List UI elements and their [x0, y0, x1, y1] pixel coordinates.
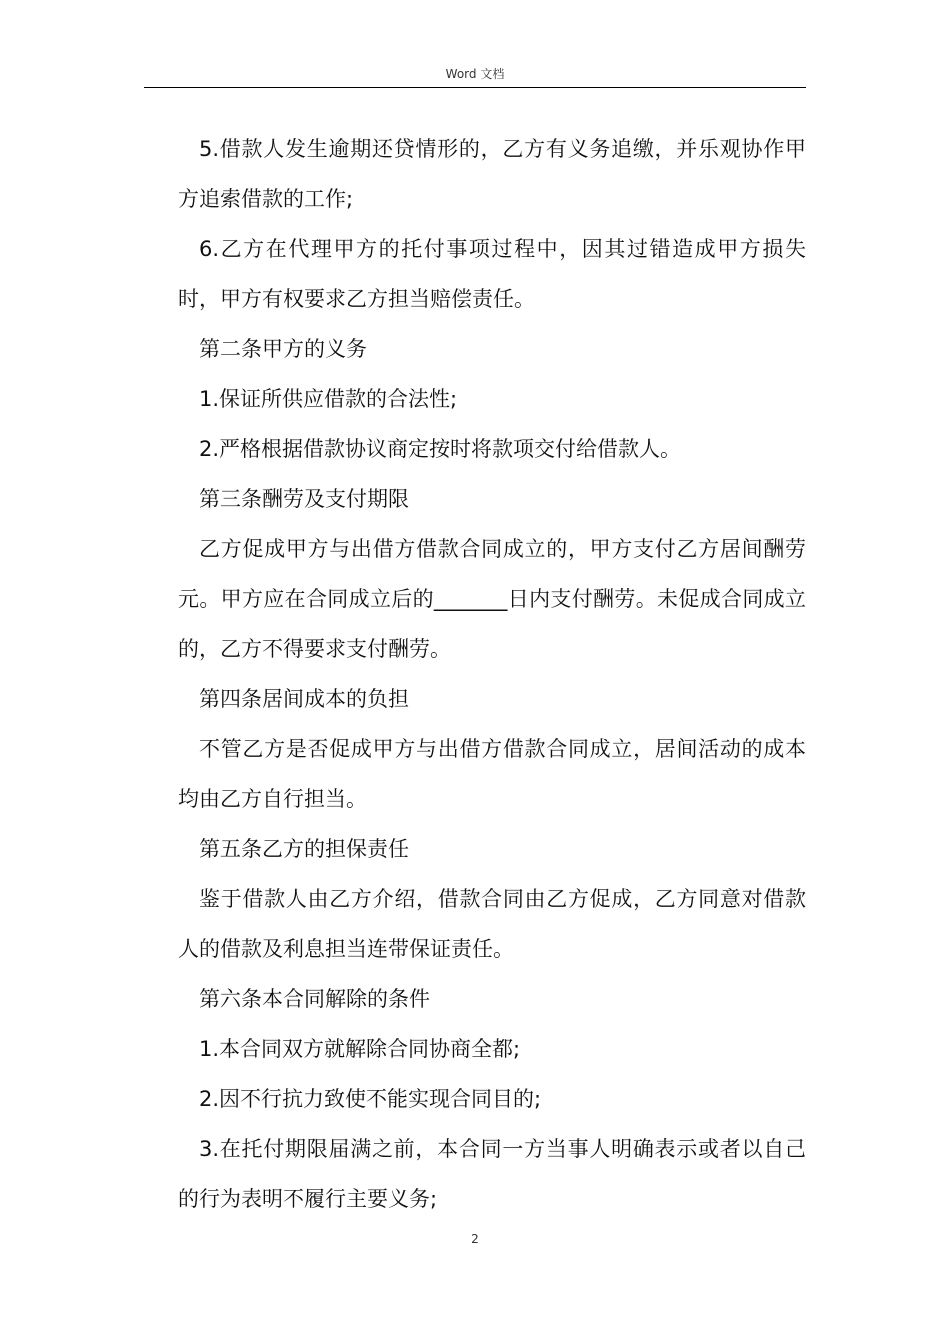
paragraph-article-3-body: 乙方促成甲方与出借方借款合同成立的，甲方支付乙方居间酬劳元。甲方应在合同成立后的_______日内支付酬劳。未促成合同成立的，乙方不得要求支付酬劳。 — [178, 537, 806, 661]
page-number: 2 — [471, 1232, 479, 1246]
section-heading-article-2: 第二条甲方的义务 — [199, 337, 367, 361]
page-header: Word 文档 — [445, 67, 505, 81]
paragraph-article-6-item-1: 1.本合同双方就解除合同协商全都; — [199, 1037, 521, 1061]
section-heading-article-5: 第五条乙方的担保责任 — [199, 837, 409, 861]
paragraph-article-6-item-2: 2.因不行抗力致使不能实现合同目的; — [199, 1087, 542, 1111]
paragraph-article-6-item-3: 3.在托付期限届满之前，本合同一方当事人明确表示或者以自己的行为表明不履行主要义务; — [178, 1137, 806, 1211]
document-body — [178, 124, 806, 1224]
paragraph-article-5-body: 鉴于借款人由乙方介绍，借款合同由乙方促成，乙方同意对借款人的借款及利息担当连带保证责任。 — [178, 887, 806, 961]
paragraph-article-2-item-2: 2.严格根据借款协议商定按时将款项交付给借款人。 — [199, 437, 682, 461]
paragraph-article-2-item-1: 1.保证所供应借款的合法性; — [199, 387, 458, 411]
section-heading-article-3: 第三条酬劳及支付期限 — [199, 487, 409, 511]
paragraph-article-4-body: 不管乙方是否促成甲方与出借方借款合同成立，居间活动的成本均由乙方自行担当。 — [178, 737, 806, 811]
section-heading-article-4: 第四条居间成本的负担 — [199, 687, 409, 711]
section-heading-article-6: 第六条本合同解除的条件 — [199, 987, 430, 1011]
paragraph-clause-5: 5.借款人发生逾期还贷情形的，乙方有义务追缴，并乐观协作甲方追索借款的工作; — [178, 137, 806, 211]
paragraph-clause-6: 6.乙方在代理甲方的托付事项过程中，因其过错造成甲方损失时，甲方有权要求乙方担当赔偿责任。 — [178, 237, 806, 311]
header-divider — [144, 87, 806, 88]
